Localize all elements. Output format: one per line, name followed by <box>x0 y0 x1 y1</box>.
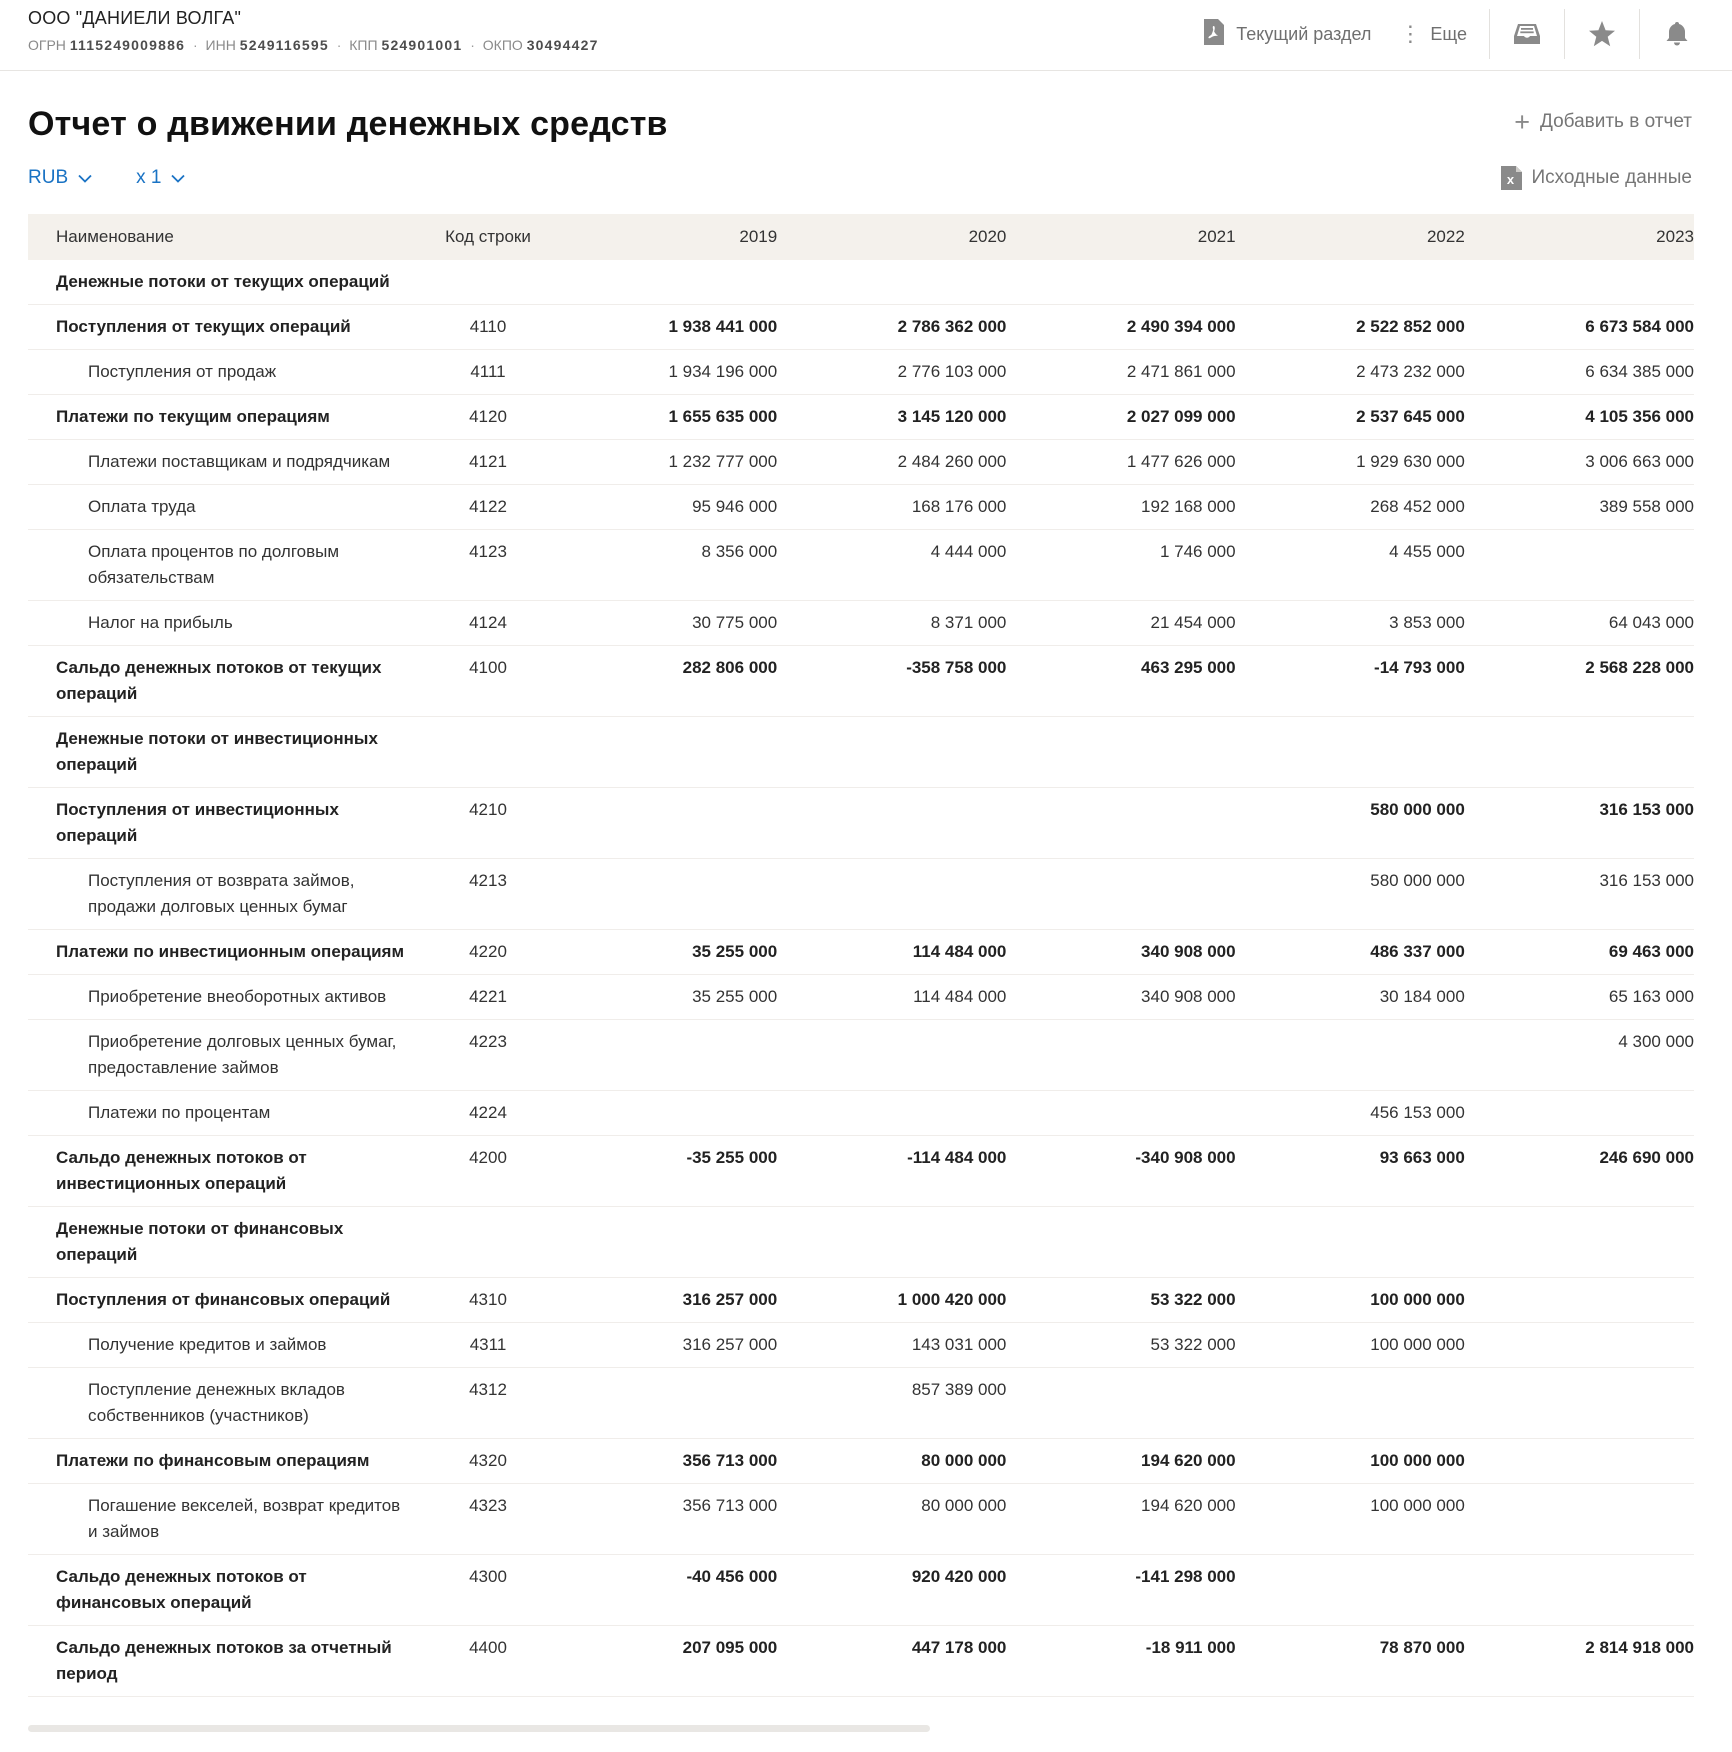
row-value-2020: -358 758 000 <box>906 658 1007 677</box>
row-value-2021: 194 620 000 <box>1141 1451 1236 1470</box>
row-name: Денежные потоки от инвестиционных операций <box>56 729 378 774</box>
row-value-2023: 4 105 356 000 <box>1585 407 1694 426</box>
row-name: Платежи по текущим операциям <box>56 407 330 426</box>
table-body <box>28 260 1694 1697</box>
row-value-2020: 8 371 000 <box>930 613 1007 632</box>
row-value-2022: 580 000 000 <box>1370 800 1465 819</box>
chevron-down-icon <box>171 174 185 183</box>
row-value-2023: 246 690 000 <box>1599 1148 1694 1167</box>
row-value-2019: 356 713 000 <box>682 1451 778 1470</box>
vertical-divider <box>1639 9 1640 59</box>
row-value-2022: 1 929 630 000 <box>1356 452 1465 471</box>
row-value-2019: 1 934 196 000 <box>668 362 778 381</box>
row-value-2020: -114 484 000 <box>907 1148 1007 1167</box>
column-header-2023: 2023 <box>1656 227 1694 246</box>
row-value-2023: 6 634 385 000 <box>1585 362 1694 381</box>
row-code: 4121 <box>469 452 507 471</box>
top-actions <box>1186 8 1706 60</box>
row-value-2022: 486 337 000 <box>1370 942 1465 961</box>
row-value-2021: 340 908 000 <box>1141 942 1236 961</box>
source-data-label: Исходные данные <box>1531 167 1692 188</box>
table-row <box>28 601 1694 646</box>
row-value-2021: 2 471 861 000 <box>1126 362 1236 381</box>
column-header-2022: 2022 <box>1426 227 1465 246</box>
plus-icon: + <box>1514 107 1530 137</box>
row-value-2020: 114 484 000 <box>912 942 1007 961</box>
company-name: ООО "ДАНИЕЛИ ВОЛГА" <box>28 8 242 28</box>
column-header-2019: 2019 <box>739 227 778 246</box>
row-value-2023: 389 558 000 <box>1599 497 1694 516</box>
cash-flow-table <box>28 214 1694 1697</box>
table-row <box>28 395 1694 440</box>
table-row <box>28 1207 1694 1278</box>
row-name: Поступления от финансовых операций <box>56 1290 391 1309</box>
table-row <box>28 1484 1694 1555</box>
row-code: 4312 <box>469 1380 507 1399</box>
add-to-report-button[interactable] <box>1514 107 1692 137</box>
inn-value: 5249116595 <box>239 37 329 53</box>
row-code: 4320 <box>469 1451 507 1470</box>
table-row <box>28 350 1694 395</box>
row-value-2021: 1 477 626 000 <box>1126 452 1236 471</box>
row-value-2022: 93 663 000 <box>1379 1148 1465 1167</box>
row-value-2020: 2 786 362 000 <box>897 317 1007 336</box>
row-value-2022: 100 000 000 <box>1370 1451 1465 1470</box>
currency-value: RUB <box>28 167 69 188</box>
row-name: Налог на прибыль <box>88 613 233 632</box>
chevron-down-icon <box>78 174 92 183</box>
row-value-2019: 316 257 000 <box>682 1290 778 1309</box>
currency-dropdown[interactable] <box>28 167 92 189</box>
row-value-2023: 2 568 228 000 <box>1585 658 1694 677</box>
controls-row <box>28 166 1692 190</box>
notifications-button[interactable] <box>1648 21 1706 48</box>
table-row <box>28 1555 1694 1626</box>
table-row <box>28 1368 1694 1439</box>
row-value-2020: 857 389 000 <box>911 1380 1007 1399</box>
row-value-2020: 114 484 000 <box>913 987 1007 1006</box>
excel-file-icon <box>1500 166 1522 190</box>
row-code: 4300 <box>469 1567 507 1586</box>
table-row <box>28 1136 1694 1207</box>
table-row <box>28 646 1694 717</box>
row-value-2020: 2 484 260 000 <box>897 452 1007 471</box>
table-row <box>28 788 1694 859</box>
row-code: 4123 <box>469 542 507 561</box>
row-value-2019: 282 806 000 <box>682 658 778 677</box>
row-value-2020: 143 031 000 <box>911 1335 1007 1354</box>
more-label: Еще <box>1430 23 1467 44</box>
table-row <box>28 1091 1694 1136</box>
row-value-2023: 3 006 663 000 <box>1585 452 1694 471</box>
row-value-2022: 100 000 000 <box>1370 1290 1465 1309</box>
row-name: Платежи по инвестиционным операциям <box>56 942 405 961</box>
row-value-2022: 4 455 000 <box>1389 542 1465 561</box>
row-code: 4323 <box>469 1496 507 1515</box>
current-section-label: Текущий раздел <box>1236 23 1372 44</box>
inbox-tray-icon <box>1513 22 1541 46</box>
table-row <box>28 1323 1694 1368</box>
multiplier-value: x 1 <box>136 167 162 188</box>
report-content <box>0 105 1732 1752</box>
more-button[interactable] <box>1385 21 1481 46</box>
table-row <box>28 260 1694 305</box>
row-code: 4124 <box>469 613 507 632</box>
dot-separator: · <box>336 37 342 53</box>
row-name: Сальдо денежных потоков от инвестиционных операций <box>56 1148 307 1193</box>
row-value-2019: 356 713 000 <box>682 1496 778 1515</box>
row-value-2021: 2 027 099 000 <box>1126 407 1236 426</box>
inbox-button[interactable] <box>1498 22 1556 46</box>
row-value-2019: 95 946 000 <box>692 497 778 516</box>
row-code: 4224 <box>469 1103 507 1122</box>
favorites-button[interactable] <box>1573 21 1631 48</box>
source-data-button[interactable] <box>1500 166 1692 190</box>
row-value-2023: 316 153 000 <box>1599 800 1694 819</box>
top-bar <box>0 0 1732 71</box>
column-header-2020: 2020 <box>968 227 1007 246</box>
table-row <box>28 1278 1694 1323</box>
row-name: Сальдо денежных потоков от текущих операций <box>56 658 382 703</box>
table-row <box>28 485 1694 530</box>
multiplier-dropdown[interactable] <box>136 167 185 189</box>
table-row <box>28 1439 1694 1484</box>
selectors <box>28 167 185 189</box>
row-value-2021: 194 620 000 <box>1141 1496 1236 1515</box>
row-value-2019: 316 257 000 <box>682 1335 778 1354</box>
row-value-2022: 456 153 000 <box>1370 1103 1465 1122</box>
add-to-report-label: Добавить в отчет <box>1539 111 1692 132</box>
row-value-2021: -141 298 000 <box>1135 1567 1236 1586</box>
row-value-2022: 2 537 645 000 <box>1356 407 1465 426</box>
row-value-2020: 920 420 000 <box>911 1567 1007 1586</box>
row-code: 4200 <box>469 1148 507 1167</box>
vertical-divider <box>1564 9 1565 59</box>
row-value-2021: 53 322 000 <box>1150 1335 1236 1354</box>
row-value-2020: 80 000 000 <box>921 1496 1007 1515</box>
row-value-2019: 35 255 000 <box>692 942 778 961</box>
row-value-2019: 207 095 000 <box>682 1638 778 1657</box>
okpo-value: 30494427 <box>526 37 599 53</box>
column-header-2021: 2021 <box>1197 227 1236 246</box>
pdf-icon <box>1200 17 1227 52</box>
row-value-2020: 1 000 420 000 <box>897 1290 1007 1309</box>
row-value-2023: 64 043 000 <box>1608 613 1694 632</box>
pdf-current-section-button[interactable] <box>1186 17 1385 52</box>
row-value-2019: 30 775 000 <box>692 613 778 632</box>
svg-text:x: x <box>1507 172 1515 187</box>
row-code: 4120 <box>469 407 507 426</box>
row-value-2023: 69 463 000 <box>1608 942 1694 961</box>
dot-separator: · <box>192 37 198 53</box>
vertical-divider <box>1489 9 1490 59</box>
row-value-2022: 268 452 000 <box>1370 497 1465 516</box>
row-value-2020: 447 178 000 <box>911 1638 1007 1657</box>
row-name: Сальдо денежных потоков за отчетный период <box>56 1638 392 1683</box>
row-code: 4400 <box>469 1638 507 1657</box>
row-name: Поступления от инвестиционных операций <box>56 800 339 845</box>
row-value-2020: 168 176 000 <box>911 497 1007 516</box>
ogrn-value: 1115249009886 <box>69 37 186 53</box>
row-value-2019: -35 255 000 <box>686 1148 778 1167</box>
title-row <box>28 105 1692 144</box>
bell-icon <box>1665 21 1689 48</box>
row-value-2022: 580 000 000 <box>1370 871 1465 890</box>
table-row <box>28 1626 1694 1697</box>
row-value-2022: 2 522 852 000 <box>1356 317 1465 336</box>
row-code: 4122 <box>469 497 507 516</box>
row-value-2019: 8 356 000 <box>701 542 778 561</box>
row-value-2019: 1 938 441 000 <box>668 317 778 336</box>
row-code: 4110 <box>469 317 507 336</box>
row-name: Поступления от возврата займов, продажи долговых ценных бумаг <box>88 871 355 916</box>
row-value-2019: 1 232 777 000 <box>668 452 778 471</box>
row-code: 4100 <box>469 658 507 677</box>
row-name: Получение кредитов и займов <box>88 1335 327 1354</box>
table-row <box>28 305 1694 350</box>
page-title: Отчет о движении денежных средств <box>28 105 668 143</box>
dot-separator: · <box>470 37 475 53</box>
table-row <box>28 717 1694 788</box>
row-name: Погашение векселей, возврат кредитов и займов <box>88 1496 401 1541</box>
row-value-2022: 2 473 232 000 <box>1356 362 1465 381</box>
row-value-2022: 30 184 000 <box>1379 987 1465 1006</box>
row-value-2020: 2 776 103 000 <box>897 362 1007 381</box>
row-name: Платежи по процентам <box>88 1103 271 1122</box>
row-value-2021: 21 454 000 <box>1150 613 1236 632</box>
row-value-2023: 6 673 584 000 <box>1585 317 1694 336</box>
row-code: 4213 <box>469 871 507 890</box>
registration-info <box>28 37 599 53</box>
row-value-2022: 3 853 000 <box>1389 613 1465 632</box>
table-header-row <box>28 214 1694 260</box>
row-value-2021: 2 490 394 000 <box>1126 317 1236 336</box>
row-name: Платежи поставщикам и подрядчикам <box>88 452 391 471</box>
row-value-2021: 463 295 000 <box>1141 658 1236 677</box>
company-block <box>28 8 599 53</box>
table-row <box>28 975 1694 1020</box>
table-row <box>28 1020 1694 1091</box>
row-code: 4223 <box>469 1032 507 1051</box>
ogrn-label: ОГРН <box>28 37 66 53</box>
row-value-2022: 100 000 000 <box>1370 1335 1465 1354</box>
row-code: 4210 <box>469 800 507 819</box>
row-value-2023: 316 153 000 <box>1599 871 1694 890</box>
row-name: Сальдо денежных потоков от финансовых операций <box>56 1567 307 1612</box>
table-row <box>28 440 1694 485</box>
row-code: 4220 <box>469 942 507 961</box>
row-value-2021: -18 911 000 <box>1145 1638 1236 1657</box>
kebab-menu-icon: ⋮ <box>1399 21 1422 46</box>
row-code: 4221 <box>469 987 507 1006</box>
row-value-2022: 100 000 000 <box>1370 1496 1465 1515</box>
row-value-2022: -14 793 000 <box>1374 658 1465 677</box>
star-icon <box>1588 21 1616 48</box>
row-name: Приобретение внеоборотных активов <box>88 987 387 1006</box>
bottom-spacer <box>0 1732 1692 1752</box>
row-name: Оплата процентов по долговым обязательствам <box>88 542 340 587</box>
table-row <box>28 530 1694 601</box>
row-value-2021: 53 322 000 <box>1150 1290 1236 1309</box>
row-value-2023: 4 300 000 <box>1618 1032 1694 1051</box>
row-name: Поступление денежных вкладов собственников (участников) <box>88 1380 345 1425</box>
row-value-2021: -340 908 000 <box>1135 1148 1236 1167</box>
row-name: Денежные потоки от текущих операций <box>56 272 390 291</box>
loading-placeholder-bar <box>28 1725 930 1732</box>
row-name: Приобретение долговых ценных бумаг, предоставление займов <box>88 1032 397 1077</box>
row-name: Денежные потоки от финансовых операций <box>56 1219 344 1264</box>
row-value-2021: 340 908 000 <box>1141 987 1236 1006</box>
row-code: 4311 <box>469 1335 507 1354</box>
row-value-2021: 1 746 000 <box>1159 542 1236 561</box>
row-value-2019: -40 456 000 <box>686 1567 778 1586</box>
row-name: Оплата труда <box>88 497 196 516</box>
kpp-value: 524901001 <box>381 37 463 53</box>
row-value-2019: 35 255 000 <box>692 987 778 1006</box>
table-row <box>28 930 1694 975</box>
row-value-2020: 4 444 000 <box>930 542 1007 561</box>
okpo-label: ОКПО <box>482 37 523 53</box>
row-name: Поступления от продаж <box>88 362 277 381</box>
row-name: Платежи по финансовым операциям <box>56 1451 370 1470</box>
row-value-2022: 78 870 000 <box>1379 1638 1465 1657</box>
row-name: Поступления от текущих операций <box>56 317 351 336</box>
kpp-label: КПП <box>349 37 378 53</box>
table-row <box>28 859 1694 930</box>
column-header-code: Код строки <box>445 227 531 246</box>
row-value-2021: 192 168 000 <box>1141 497 1236 516</box>
row-value-2023: 2 814 918 000 <box>1585 1638 1694 1657</box>
inn-label: ИНН <box>205 37 236 53</box>
row-value-2020: 3 145 120 000 <box>897 407 1007 426</box>
row-value-2023: 65 163 000 <box>1608 987 1694 1006</box>
row-code: 4310 <box>469 1290 507 1309</box>
column-header-name: Наименование <box>56 227 174 246</box>
row-value-2019: 1 655 635 000 <box>668 407 778 426</box>
row-value-2020: 80 000 000 <box>921 1451 1007 1470</box>
row-code: 4111 <box>470 362 506 381</box>
